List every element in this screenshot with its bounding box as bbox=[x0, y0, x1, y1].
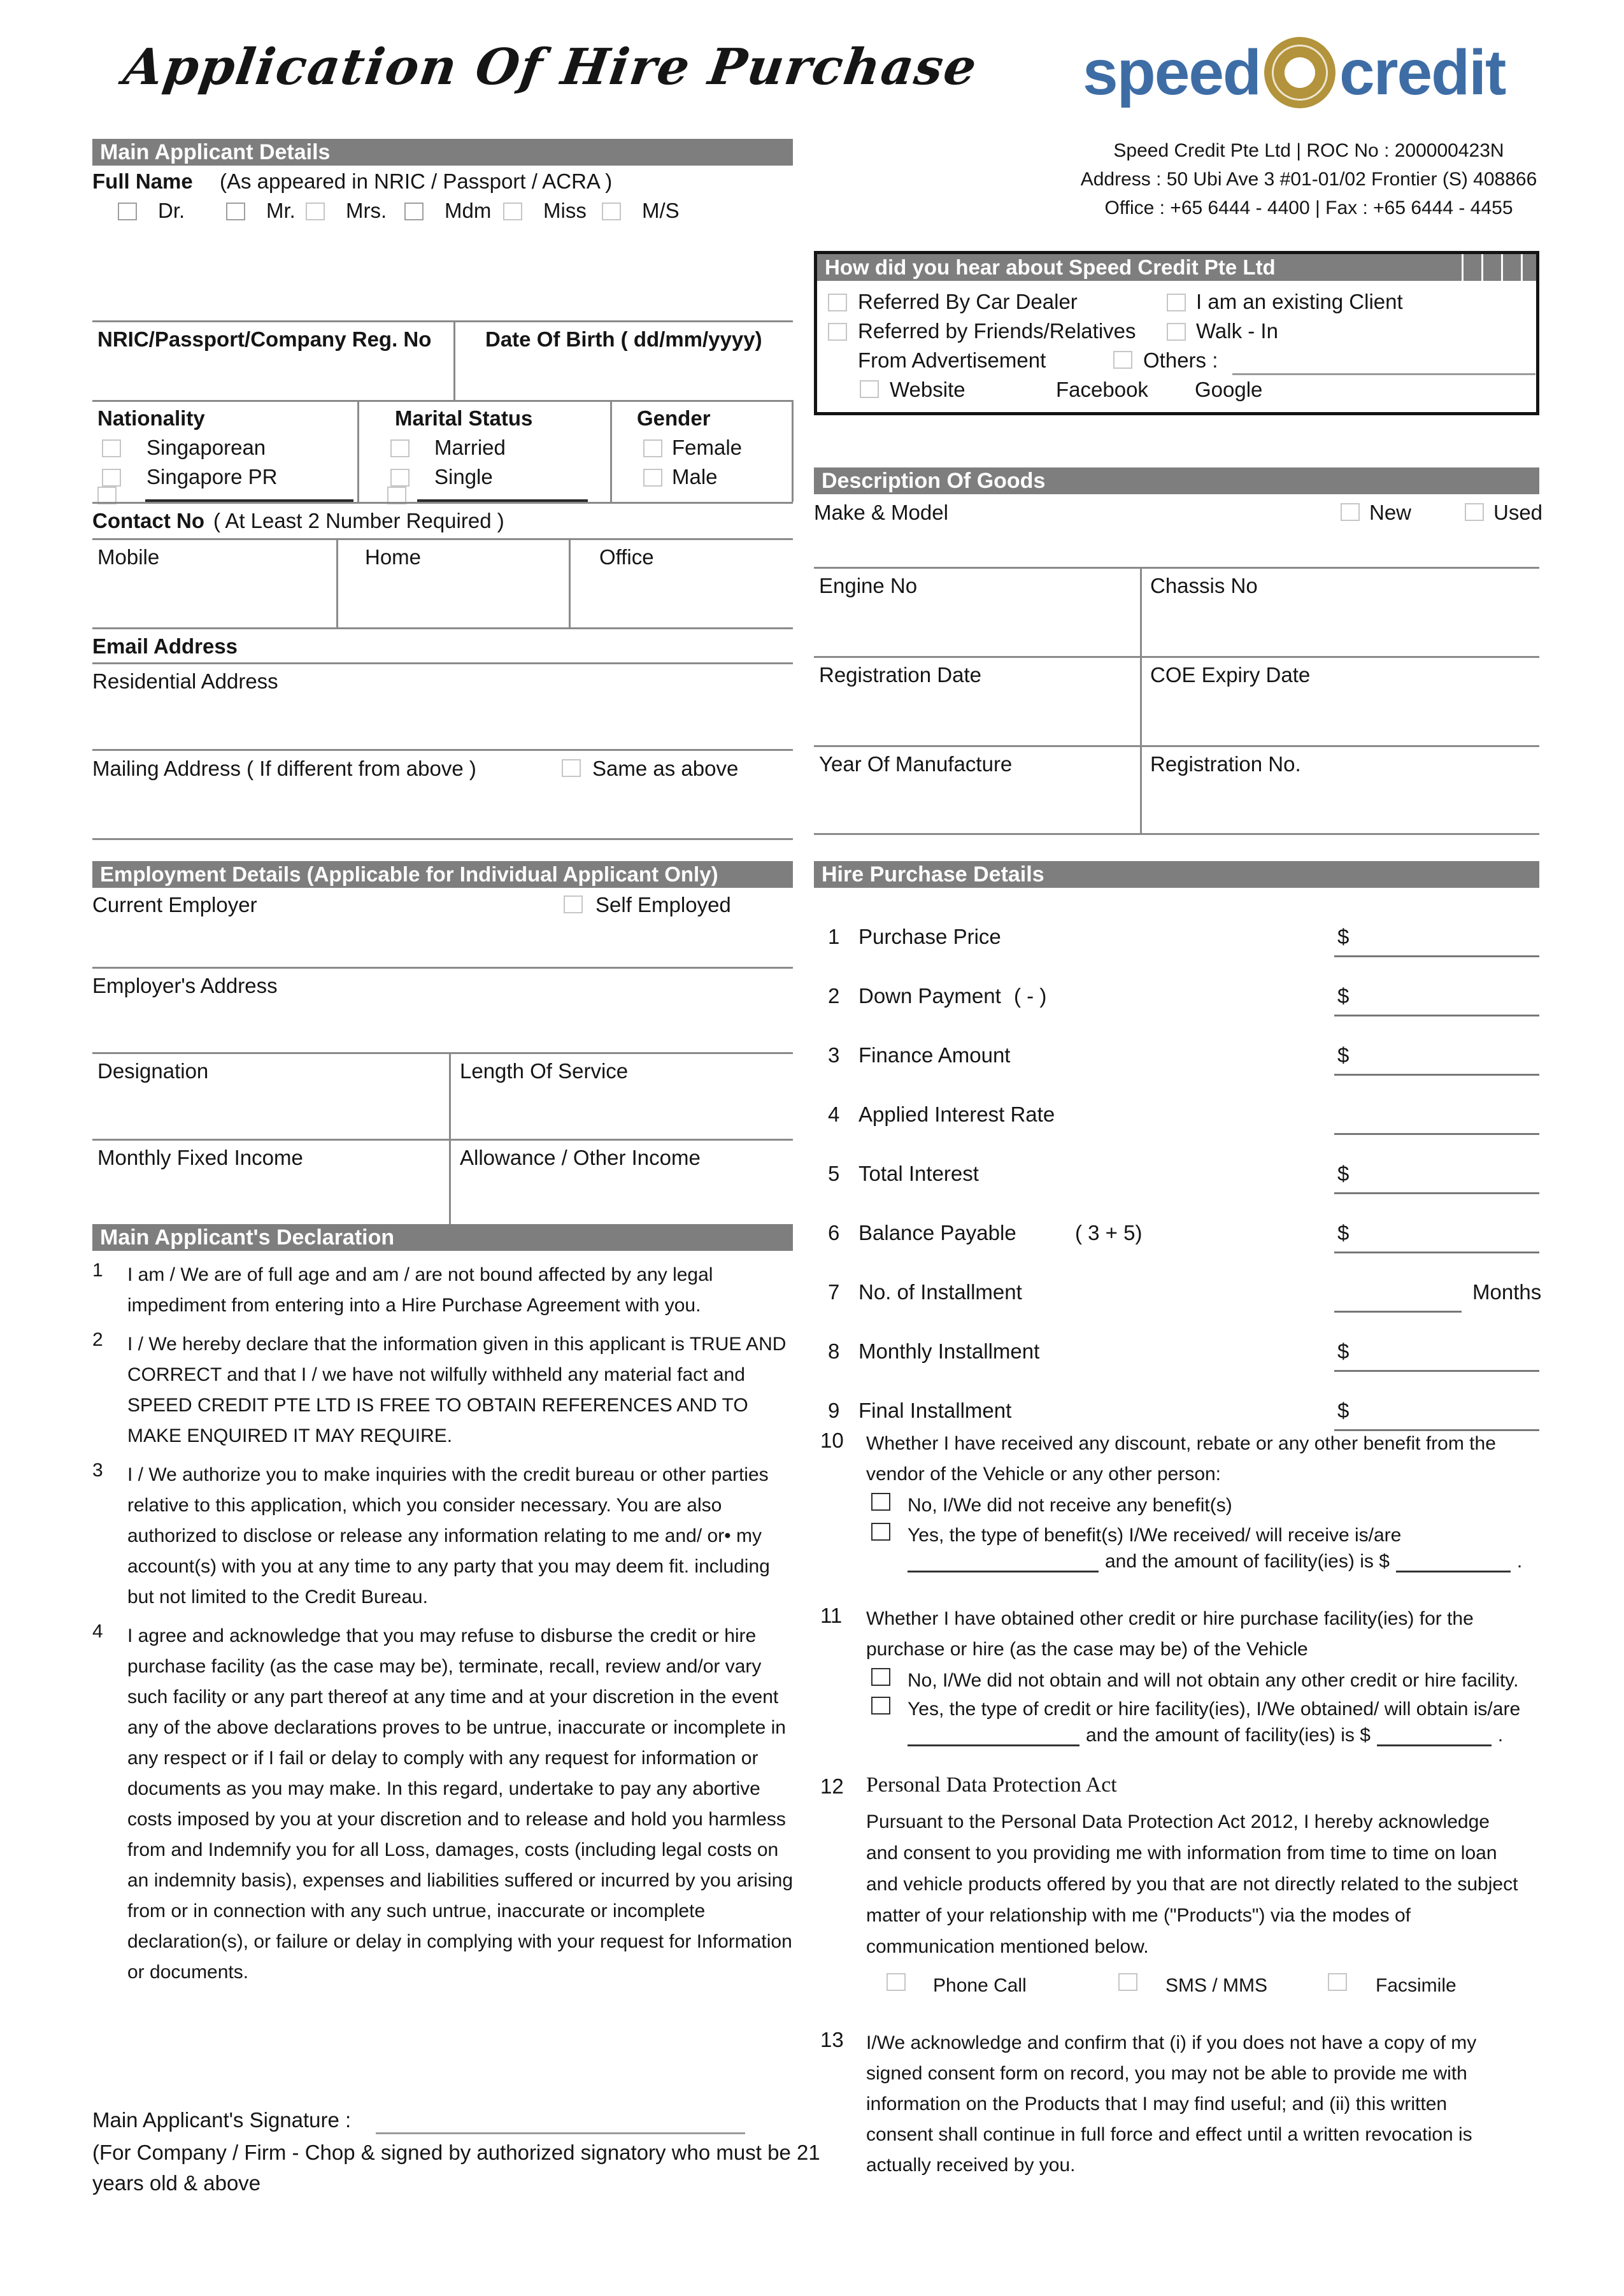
engine-no-label: Engine No bbox=[819, 574, 918, 597]
declaration-item-number: 4 bbox=[92, 1621, 103, 1642]
nationality-pr-label: Singapore PR bbox=[146, 465, 278, 488]
contact-office-label: Office bbox=[599, 545, 654, 569]
designation-label: Designation bbox=[97, 1059, 209, 1083]
contact-mobile-label: Mobile bbox=[97, 545, 160, 569]
nationality-singaporean-label: Singaporean bbox=[146, 436, 266, 459]
referral-walk-in-label: Walk - In bbox=[1196, 319, 1278, 343]
declaration-item-text: I / We hereby declare that the information given in this applicant is TRUE AND CORRECT and that I / we have not wilfully withheld any material fact and SPEED CREDIT PTE LTD IS FREE TO OBTAIN REFERENCES AND TO MAKE ENQUIRED IT MAY REQUIRE. bbox=[127, 1334, 787, 1446]
referral-friends-label: Referred by Friends/Relatives bbox=[858, 319, 1136, 343]
divider bbox=[92, 400, 793, 402]
q10-no-label: No, I/We did not receive any benefit(s) bbox=[908, 1495, 1232, 1516]
hp-amount-line[interactable] bbox=[1334, 1311, 1462, 1313]
referral-others-write-line[interactable] bbox=[1232, 373, 1535, 375]
divider bbox=[814, 567, 1539, 569]
declaration-item bbox=[92, 1460, 793, 1613]
contact-no-note: ( At Least 2 Number Required ) bbox=[213, 509, 504, 532]
q12-body: Pursuant to the Personal Data Protection Act 2012, I hereby acknowledge and consent to you providing me with information from time to time on loan and vehicle products offered by you that are not directly related to the subject matter of your relationship with me ("Products") via the modes of communication mentioned below. bbox=[866, 1811, 1518, 1957]
q11-period: . bbox=[1497, 1725, 1504, 1746]
self-employed-checkbox[interactable] bbox=[564, 895, 583, 913]
hp-amount-line[interactable] bbox=[1334, 1074, 1539, 1076]
coe-expiry-label: COE Expiry Date bbox=[1150, 663, 1311, 687]
divider bbox=[92, 320, 793, 322]
hp-item-label: No. of Installment bbox=[858, 1280, 1022, 1304]
title-dr-label: Dr. bbox=[158, 199, 185, 222]
title-miss-label: Miss bbox=[543, 199, 587, 222]
referral-friends-checkbox[interactable] bbox=[828, 323, 847, 341]
q11-yes-label: Yes, the type of credit or hire facility(ies), I/We obtained/ will obtain is/are bbox=[908, 1699, 1521, 1720]
nationality-singaporean-checkbox[interactable] bbox=[102, 439, 121, 457]
employer-address-label: Employer's Address bbox=[92, 974, 278, 997]
registration-date-label: Registration Date bbox=[819, 663, 981, 687]
hp-item-label: Total Interest bbox=[858, 1162, 979, 1185]
q12-heading: Personal Data Protection Act bbox=[866, 1773, 1117, 1797]
hp-item-note: ( - ) bbox=[1014, 984, 1047, 1008]
nationality-label: Nationality bbox=[97, 406, 205, 430]
divider bbox=[92, 662, 793, 664]
declaration-item-number: 3 bbox=[92, 1460, 103, 1481]
hp-item-number: 2 bbox=[828, 984, 840, 1008]
q10-yes-label: Yes, the type of benefit(s) I/We received/ will receive is/are bbox=[908, 1525, 1402, 1546]
q12-sms-mms-label: SMS / MMS bbox=[1165, 1975, 1268, 1996]
hp-item-number: 8 bbox=[828, 1339, 840, 1363]
title-mdm-label: Mdm bbox=[445, 199, 492, 222]
q11-number: 11 bbox=[820, 1604, 843, 1627]
q10-yes-checkbox[interactable] bbox=[871, 1523, 890, 1541]
title-mr-label: Mr. bbox=[266, 199, 296, 222]
hp-item-number: 7 bbox=[828, 1280, 840, 1304]
section-header-hire-purchase: Hire Purchase Details bbox=[814, 861, 1539, 888]
hp-amount-line[interactable] bbox=[1334, 1015, 1539, 1016]
mailing-address-label: Mailing Address ( If different from above ) bbox=[92, 757, 476, 780]
section-header-declaration: Main Applicant's Declaration bbox=[92, 1224, 793, 1251]
hp-item-number: 3 bbox=[828, 1043, 840, 1067]
divider bbox=[453, 320, 455, 400]
registration-no-label: Registration No. bbox=[1150, 752, 1301, 776]
referral-advertisement-label: From Advertisement bbox=[858, 348, 1046, 372]
divider bbox=[814, 656, 1539, 658]
divider bbox=[92, 967, 793, 969]
monthly-income-label: Monthly Fixed Income bbox=[97, 1146, 303, 1169]
referral-walk-in-checkbox[interactable] bbox=[1167, 323, 1186, 341]
title-mdm-checkbox[interactable] bbox=[404, 203, 424, 220]
section-header-employment: Employment Details (Applicable for Individual Applicant Only) bbox=[92, 861, 793, 888]
q10-period: . bbox=[1516, 1551, 1523, 1572]
gender-female-checkbox[interactable] bbox=[643, 439, 662, 457]
q10-amount-text: and the amount of facility(ies) is $ bbox=[1105, 1551, 1390, 1572]
referral-website-checkbox[interactable] bbox=[860, 380, 879, 398]
section-header-main-applicant: Main Applicant Details bbox=[92, 139, 793, 166]
allowance-label: Allowance / Other Income bbox=[460, 1146, 701, 1169]
hp-item-label: Final Installment bbox=[858, 1399, 1012, 1422]
divider bbox=[792, 400, 794, 502]
title-ms-checkbox[interactable] bbox=[602, 203, 621, 220]
hp-currency: $ bbox=[1337, 984, 1350, 1008]
q11-amount-text: and the amount of facility(ies) is $ bbox=[1086, 1725, 1371, 1746]
section-header-goods: Description Of Goods bbox=[814, 467, 1539, 494]
divider bbox=[92, 502, 793, 504]
hp-amount-line[interactable] bbox=[1334, 1192, 1539, 1194]
divider bbox=[92, 627, 793, 629]
referral-car-dealer-checkbox[interactable] bbox=[828, 294, 847, 311]
nric-label: NRIC/Passport/Company Reg. No bbox=[97, 327, 432, 351]
declaration-item-text: I / We authorize you to make inquiries with the credit bureau or other parties relative to this application, which you consider necessary. You are also authorized to disclose or release any information relating to me and/ or• my account(s) with you at any time to any party that you may deem fit. including but not limited to the Credit Bureau. bbox=[127, 1464, 770, 1608]
title-mrs-label: Mrs. bbox=[346, 199, 387, 222]
declaration-item-number: 2 bbox=[92, 1329, 103, 1350]
referral-others-label: Others : bbox=[1143, 348, 1218, 372]
gender-male-checkbox[interactable] bbox=[643, 469, 662, 487]
hp-amount-line[interactable] bbox=[1334, 1251, 1539, 1253]
company-info-line3: Office : +65 6444 - 4400 | Fax : +65 6444 - 4455 bbox=[1104, 197, 1513, 218]
hp-item-label: Down Payment bbox=[858, 984, 1001, 1008]
title-mr-checkbox[interactable] bbox=[226, 203, 245, 220]
title-miss-checkbox[interactable] bbox=[503, 203, 522, 220]
title-dr-checkbox[interactable] bbox=[118, 203, 137, 220]
length-of-service-label: Length Of Service bbox=[460, 1059, 629, 1083]
q10-fill-row bbox=[908, 1549, 1522, 1572]
divider bbox=[1521, 254, 1523, 281]
declaration-item bbox=[92, 1621, 793, 1988]
hp-currency: $ bbox=[1337, 1339, 1350, 1363]
divider bbox=[1501, 254, 1503, 281]
divider bbox=[92, 538, 793, 540]
signature-note: (For Company / Firm - Chop & signed by authorized signatory who must be 21 years old & above bbox=[92, 2141, 820, 2195]
divider bbox=[92, 1052, 793, 1054]
dob-label: Date Of Birth ( dd/mm/yyyy) bbox=[485, 327, 762, 351]
hp-currency: $ bbox=[1337, 1043, 1350, 1067]
marital-single-checkbox[interactable] bbox=[390, 469, 410, 487]
declaration-list bbox=[92, 1260, 793, 1996]
referral-google-label: Google bbox=[1195, 378, 1263, 401]
hp-currency: $ bbox=[1337, 925, 1350, 948]
form-title: Application Of Hire Purchase bbox=[120, 38, 981, 96]
year-of-manufacture-label: Year Of Manufacture bbox=[819, 752, 1013, 776]
divider bbox=[814, 833, 1539, 835]
q11-yes-checkbox[interactable] bbox=[871, 1697, 890, 1715]
referral-existing-client-checkbox[interactable] bbox=[1167, 294, 1186, 311]
section-header-referral: How did you hear about Speed Credit Pte Ltd bbox=[817, 254, 1536, 281]
company-logo bbox=[1083, 37, 1505, 108]
q11-no-label: No, I/We did not obtain and will not obtain any other credit or hire facility. bbox=[908, 1670, 1519, 1691]
q13-text: I/We acknowledge and confirm that (i) if you does not have a copy of my signed consent form on record, you may not be able to provide me with information on the Products that I may find useful; and (ii) this written consent shall continue in full force and effect until a written revocation is actually received by you. bbox=[866, 2032, 1477, 2176]
referral-facebook-label: Facebook bbox=[1056, 378, 1148, 401]
marital-married-label: Married bbox=[434, 436, 506, 459]
hp-amount-line[interactable] bbox=[1334, 955, 1539, 957]
residential-address-label: Residential Address bbox=[92, 669, 278, 693]
hp-item-number: 9 bbox=[828, 1399, 840, 1422]
hp-item-number: 4 bbox=[828, 1102, 840, 1126]
q12-sms-mms-checkbox[interactable] bbox=[1118, 1973, 1137, 1991]
gender-male-label: Male bbox=[672, 465, 718, 488]
q13-number: 13 bbox=[820, 2028, 844, 2051]
title-ms-label: M/S bbox=[642, 199, 680, 222]
divider bbox=[449, 1052, 451, 1224]
hp-item-number: 1 bbox=[828, 925, 840, 948]
divider bbox=[336, 538, 338, 627]
divider bbox=[569, 538, 571, 627]
declaration-item bbox=[92, 1260, 793, 1321]
q12-number: 12 bbox=[820, 1774, 844, 1798]
divider bbox=[814, 745, 1539, 747]
q12-facsimile-checkbox[interactable] bbox=[1328, 1973, 1347, 1991]
hp-currency: $ bbox=[1337, 1399, 1350, 1422]
referral-others-checkbox[interactable] bbox=[1113, 351, 1132, 369]
hp-item-note: ( 3 + 5) bbox=[1075, 1221, 1143, 1244]
divider bbox=[92, 838, 793, 840]
q11-intro: Whether I have obtained other credit or hire purchase facility(ies) for the purchase or hire (as the case may be) of the Vehicle bbox=[866, 1608, 1474, 1660]
q10-benefit-write-line[interactable] bbox=[908, 1549, 1099, 1572]
q10-no-checkbox[interactable] bbox=[871, 1493, 890, 1511]
email-label: Email Address bbox=[92, 634, 238, 658]
hp-item-label: Balance Payable bbox=[858, 1221, 1016, 1244]
divider bbox=[1462, 254, 1464, 281]
hp-item-label: Purchase Price bbox=[858, 925, 1001, 948]
hp-amount-line[interactable] bbox=[1334, 1133, 1539, 1135]
marital-single-label: Single bbox=[434, 465, 493, 488]
hp-item-number: 6 bbox=[828, 1221, 840, 1244]
q11-fill-row bbox=[908, 1723, 1503, 1746]
q11-facility-write-line[interactable] bbox=[908, 1723, 1079, 1746]
declaration-item-text: I agree and acknowledge that you may refuse to disburse the credit or hire purchase facility (as the case may be), terminate, recall, review and/or vary such facility or any part thereof at any time and at your discretion in the event any of the above declarations proves to be untrue, inaccurate or incomplete in any respect or if I fail or delay to comply with any request for information or documents as you may make. In this regard, undertake to pay any abortive costs imposed by you at your discretion and to release and hold you harmless from and Indemnify you for all Loss, damages, costs (including legal costs on an indemnity basis), expenses and liabilities suffered or incurred by you arising from or in connection with any such untrue, inaccurate or incomplete declaration(s), or failure or delay in complying with your request for Information or documents. bbox=[127, 1625, 794, 1983]
hp-currency: $ bbox=[1337, 1162, 1350, 1185]
hp-currency: $ bbox=[1337, 1221, 1350, 1244]
q10-intro: Whether I have received any discount, rebate or any other benefit from the vendor of the Vehicle or any other person: bbox=[866, 1433, 1496, 1485]
divider bbox=[92, 1139, 793, 1141]
company-info-line2: Address : 50 Ubi Ave 3 #01-01/02 Frontier (S) 408866 bbox=[1080, 169, 1537, 190]
divider bbox=[610, 400, 612, 502]
q12-facsimile-label: Facsimile bbox=[1376, 1975, 1457, 1996]
self-employed-label: Self Employed bbox=[595, 893, 731, 916]
hp-months-suffix: Months bbox=[1472, 1280, 1542, 1304]
nationality-pr-checkbox[interactable] bbox=[102, 469, 121, 487]
referral-car-dealer-label: Referred By Car Dealer bbox=[858, 290, 1078, 313]
contact-home-label: Home bbox=[365, 545, 422, 569]
signature-label: Main Applicant's Signature : bbox=[92, 2108, 352, 2132]
goods-used-label: Used bbox=[1493, 501, 1543, 524]
q11-no-checkbox[interactable] bbox=[871, 1668, 890, 1686]
marital-married-checkbox[interactable] bbox=[390, 439, 410, 457]
chassis-no-label: Chassis No bbox=[1150, 574, 1258, 597]
marital-status-label: Marital Status bbox=[395, 406, 533, 430]
goods-new-checkbox[interactable] bbox=[1341, 503, 1360, 521]
hp-item-label: Monthly Installment bbox=[858, 1339, 1040, 1363]
q10-amount-write-line[interactable] bbox=[1396, 1549, 1511, 1572]
contact-no-label: Contact No bbox=[92, 509, 204, 532]
hp-amount-line[interactable] bbox=[1334, 1370, 1539, 1372]
declaration-item-number: 1 bbox=[92, 1260, 103, 1281]
q10-number: 10 bbox=[820, 1429, 844, 1452]
divider bbox=[1481, 254, 1483, 281]
goods-used-checkbox[interactable] bbox=[1465, 503, 1484, 521]
q12-phone-call-label: Phone Call bbox=[933, 1975, 1027, 1996]
logo-ring-icon bbox=[1264, 37, 1336, 108]
declaration-item-text: I am / We are of full age and am / are not bound affected by any legal impediment from entering into a Hire Purchase Agreement with you. bbox=[127, 1264, 713, 1316]
gender-female-label: Female bbox=[672, 436, 743, 459]
hp-item-label: Applied Interest Rate bbox=[858, 1102, 1055, 1126]
hp-item-number: 5 bbox=[828, 1162, 840, 1185]
logo-credit-text: credit bbox=[1339, 37, 1506, 108]
declaration-item bbox=[92, 1329, 793, 1451]
company-info-line1: Speed Credit Pte Ltd | ROC No : 200000423N bbox=[1113, 140, 1504, 161]
referral-existing-client-label: I am an existing Client bbox=[1196, 290, 1403, 313]
goods-new-label: New bbox=[1369, 501, 1412, 524]
divider bbox=[92, 749, 793, 751]
current-employer-label: Current Employer bbox=[92, 893, 257, 916]
same-as-above-checkbox[interactable] bbox=[562, 759, 581, 777]
full-name-label: Full Name bbox=[92, 169, 193, 193]
divider bbox=[357, 400, 359, 502]
q11-amount-write-line[interactable] bbox=[1377, 1723, 1492, 1746]
divider bbox=[1140, 567, 1142, 833]
signature-line[interactable] bbox=[376, 2132, 745, 2134]
full-name-note: (As appeared in NRIC / Passport / ACRA ) bbox=[220, 169, 613, 193]
q12-phone-call-checkbox[interactable] bbox=[887, 1973, 906, 1991]
gender-label: Gender bbox=[637, 406, 711, 430]
logo-speed-text: speed bbox=[1083, 37, 1261, 108]
hp-item-label: Finance Amount bbox=[858, 1043, 1011, 1067]
title-mrs-checkbox[interactable] bbox=[306, 203, 325, 220]
same-as-above-label: Same as above bbox=[592, 757, 739, 780]
make-model-label: Make & Model bbox=[814, 501, 948, 524]
referral-website-label: Website bbox=[890, 378, 965, 401]
